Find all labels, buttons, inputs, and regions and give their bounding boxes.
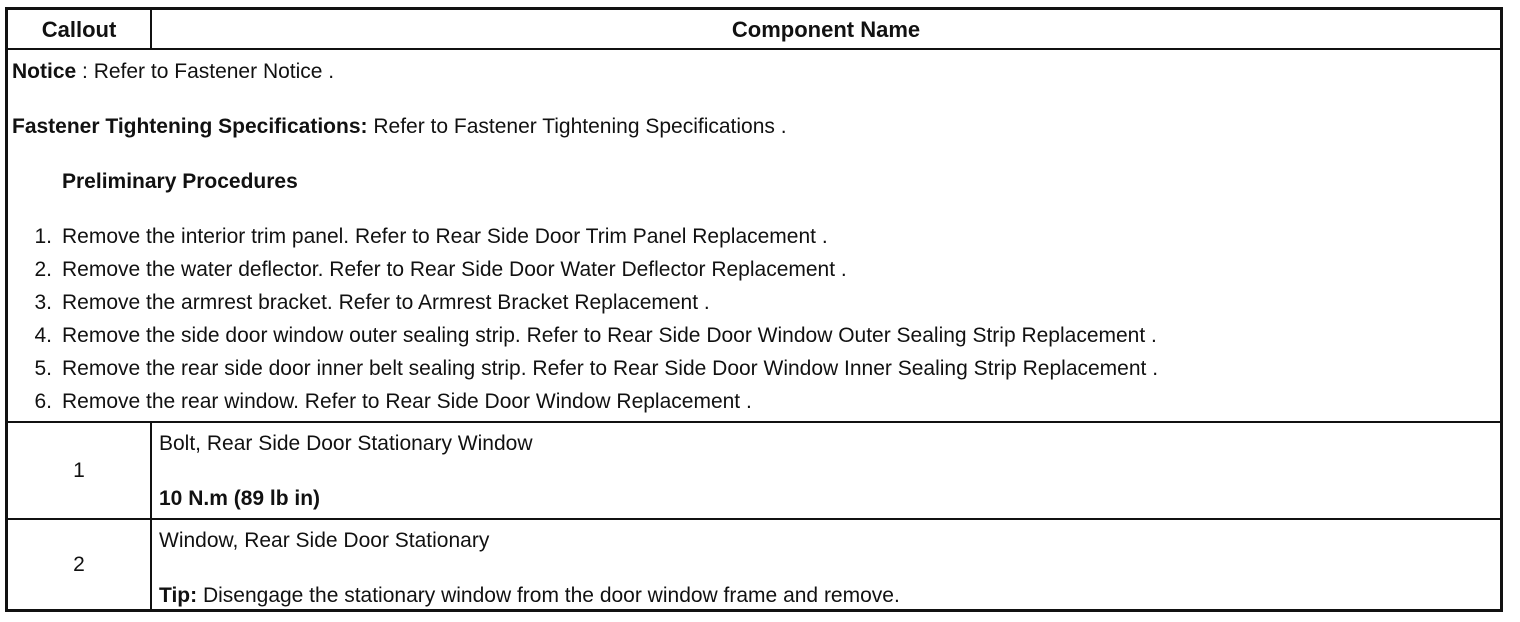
fastener-spec-label: Fastener Tightening Specifications:	[12, 115, 368, 138]
notice-line	[12, 60, 334, 84]
component-name: Window, Rear Side Door Stationary	[159, 529, 490, 552]
step-text: Remove the armrest bracket. Refer to Armrest Bracket Replacement .	[62, 291, 710, 314]
torque-spec: 10 N.m (89 lb in)	[159, 487, 321, 510]
component-name-column-header: Component Name	[731, 17, 921, 42]
step-number: 1.	[34, 225, 52, 248]
step-text: Remove the rear window. Refer to Rear Side Door Window Replacement .	[62, 390, 752, 413]
step-number: 2.	[34, 258, 52, 281]
callout-number: 2	[8, 520, 152, 609]
step-text: Remove the rear side door inner belt sealing strip. Refer to Rear Side Door Window Inner Sealing Strip Replacement .	[62, 357, 1159, 380]
callout-number: 1	[8, 423, 152, 518]
callout-column-header: Callout	[8, 10, 152, 50]
tip-line	[159, 584, 900, 608]
step-number: 4.	[34, 324, 52, 347]
tip-label: Tip:	[159, 584, 198, 607]
step-text: Remove the water deflector. Refer to Rear Side Door Water Deflector Replacement .	[62, 258, 847, 281]
component-name: Bolt, Rear Side Door Stationary Window	[159, 432, 533, 455]
fastener-spec-text: Refer to Fastener Tightening Specifications .	[367, 115, 787, 138]
preliminary-procedures-heading: Preliminary Procedures	[62, 170, 298, 193]
component-table	[5, 7, 1503, 612]
table-header-row	[8, 10, 1500, 50]
tip-text: Disengage the stationary window from the door window frame and remove.	[197, 584, 900, 607]
step-text: Remove the interior trim panel. Refer to Rear Side Door Trim Panel Replacement .	[62, 225, 828, 248]
table-row-item-1	[8, 423, 1500, 520]
step-number: 5.	[34, 357, 52, 380]
procedure-row	[8, 50, 1500, 423]
notice-label: Notice	[12, 60, 77, 83]
step-number: 3.	[34, 291, 52, 314]
fastener-spec-line	[12, 115, 787, 139]
notice-text: Refer to Fastener Notice .	[93, 60, 335, 83]
table-row-item-2	[8, 520, 1500, 609]
notice-separator: :	[76, 60, 94, 83]
step-text: Remove the side door window outer sealing strip. Refer to Rear Side Door Window Outer Sealing Strip Replacement .	[62, 324, 1157, 347]
step-number: 6.	[34, 390, 52, 413]
